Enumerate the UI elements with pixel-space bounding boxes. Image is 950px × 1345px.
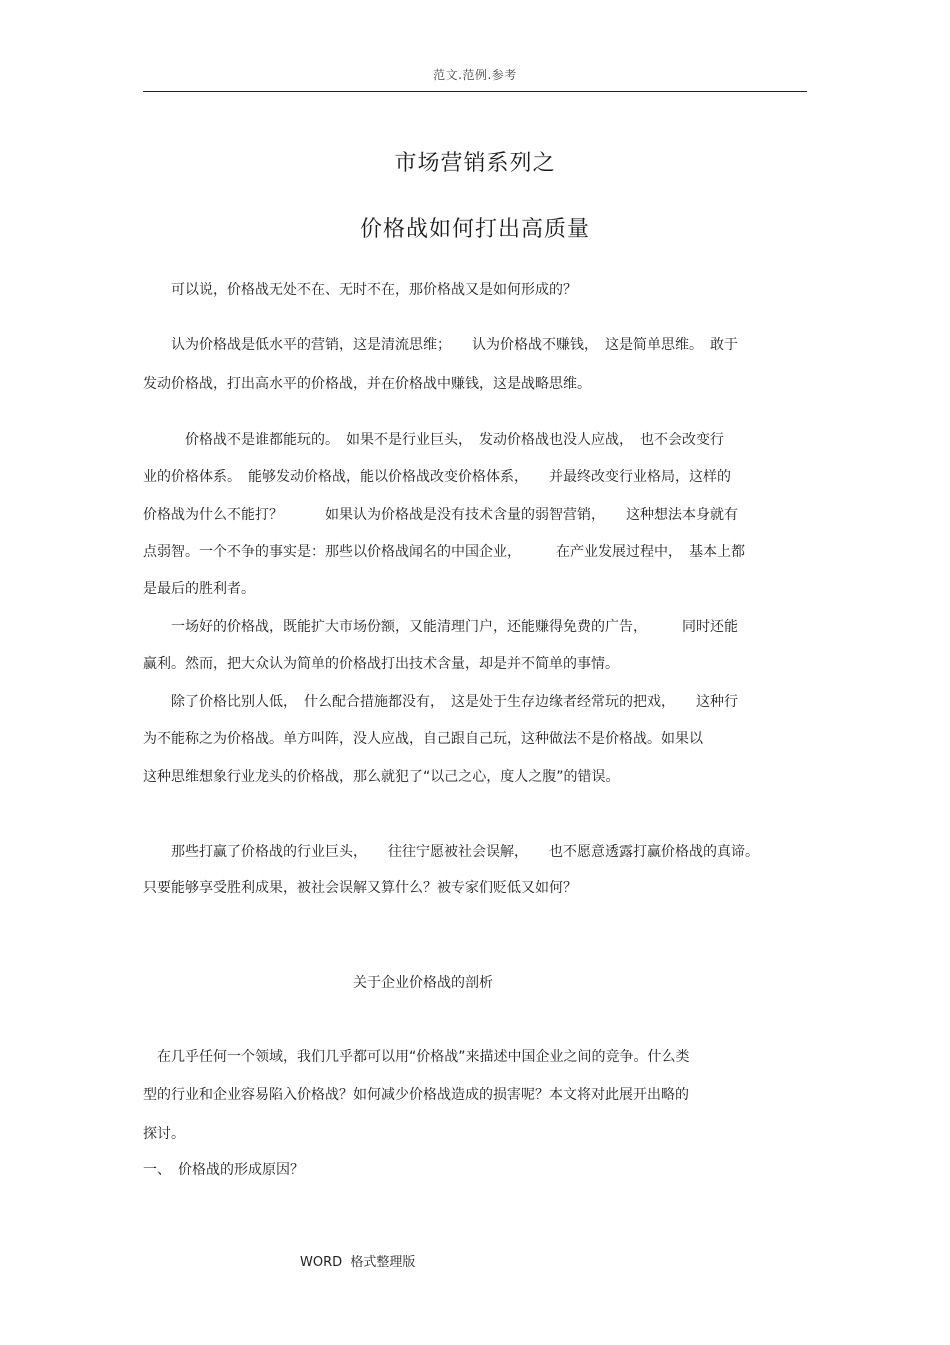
text-line: 认为价格战是低水平的营销，这是清流思维； 认为价格战不赚钱， 这是简单思维。 敢于 (143, 337, 738, 353)
text-line: 是最后的胜利者。 (143, 581, 255, 597)
header-text: 范文.范例.参考 (433, 68, 517, 82)
list-item-1: 一、 价格战的形成原因？ (143, 1162, 304, 1178)
text-line: 探讨。 (143, 1126, 185, 1142)
text-line: 一场好的价格战，既能扩大市场份额，又能清理门户，还能赚得免费的广告， 同时还能 (143, 619, 738, 635)
text-line: 业的价格体系。 能够发动价格战，能以价格战改变价格体系， 并最终改变行业格局，这样的 (143, 469, 731, 485)
text-line: 赢利。然而，把大众认为简单的价格战打出技术含量，却是并不简单的事情。 (143, 656, 619, 672)
title-line-1: 市场营销系列之 (394, 151, 556, 176)
header-rule (143, 91, 807, 92)
text-line: 可以说，价格战无处不在、无时不在，那价格战又是如何形成的？ (143, 282, 577, 298)
text-line: 为不能称之为价格战。单方叫阵，没人应战，自己跟自己玩，这种做法不是价格战。如果以 (143, 731, 703, 747)
text-line: 发动价格战，打出高水平的价格战，并在价格战中赚钱，这是战略思维。 (143, 376, 591, 392)
text-line: 那些打赢了价格战的行业巨头， 往往宁愿被社会误解， 也不愿意透露打赢价格战的真谛。 (143, 844, 759, 860)
text-line: 价格战不是谁都能玩的。 如果不是行业巨头， 发动价格战也没人应战， 也不会改变行 (143, 432, 724, 448)
text-line: 只要能够享受胜利成果，被社会误解又算什么？被专家们贬低又如何？ (143, 880, 577, 896)
title-line-2: 价格战如何打出高质量 (359, 217, 590, 242)
text-line: 除了价格比别人低， 什么配合措施都没有， 这是处于生存边缘者经常玩的把戏， 这种行 (143, 694, 738, 710)
text-line: 这种思维想象行业龙头的价格战，那么就犯了“以己之心，度人之腹”的错误。 (143, 769, 620, 785)
section-heading: 关于企业价格战的剖析 (353, 975, 493, 991)
text-line: 点弱智。一个不争的事实是：那些以价格战闻名的中国企业， 在产业发展过程中， 基本上都 (143, 544, 745, 560)
text-line: 价格战为什么不能打？ 如果认为价格战是没有技术含量的弱智营销， 这种想法本身就有 (143, 507, 738, 523)
text-line: 在几乎任何一个领域，我们几乎都可以用“价格战”来描述中国企业之间的竞争。什么类 (143, 1049, 690, 1065)
text-line: 型的行业和企业容易陷入价格战？如何减少价格战造成的损害呢？本文将对此展开出略的 (143, 1087, 689, 1103)
page-footer: WORD 格式整理版 (300, 1255, 416, 1270)
